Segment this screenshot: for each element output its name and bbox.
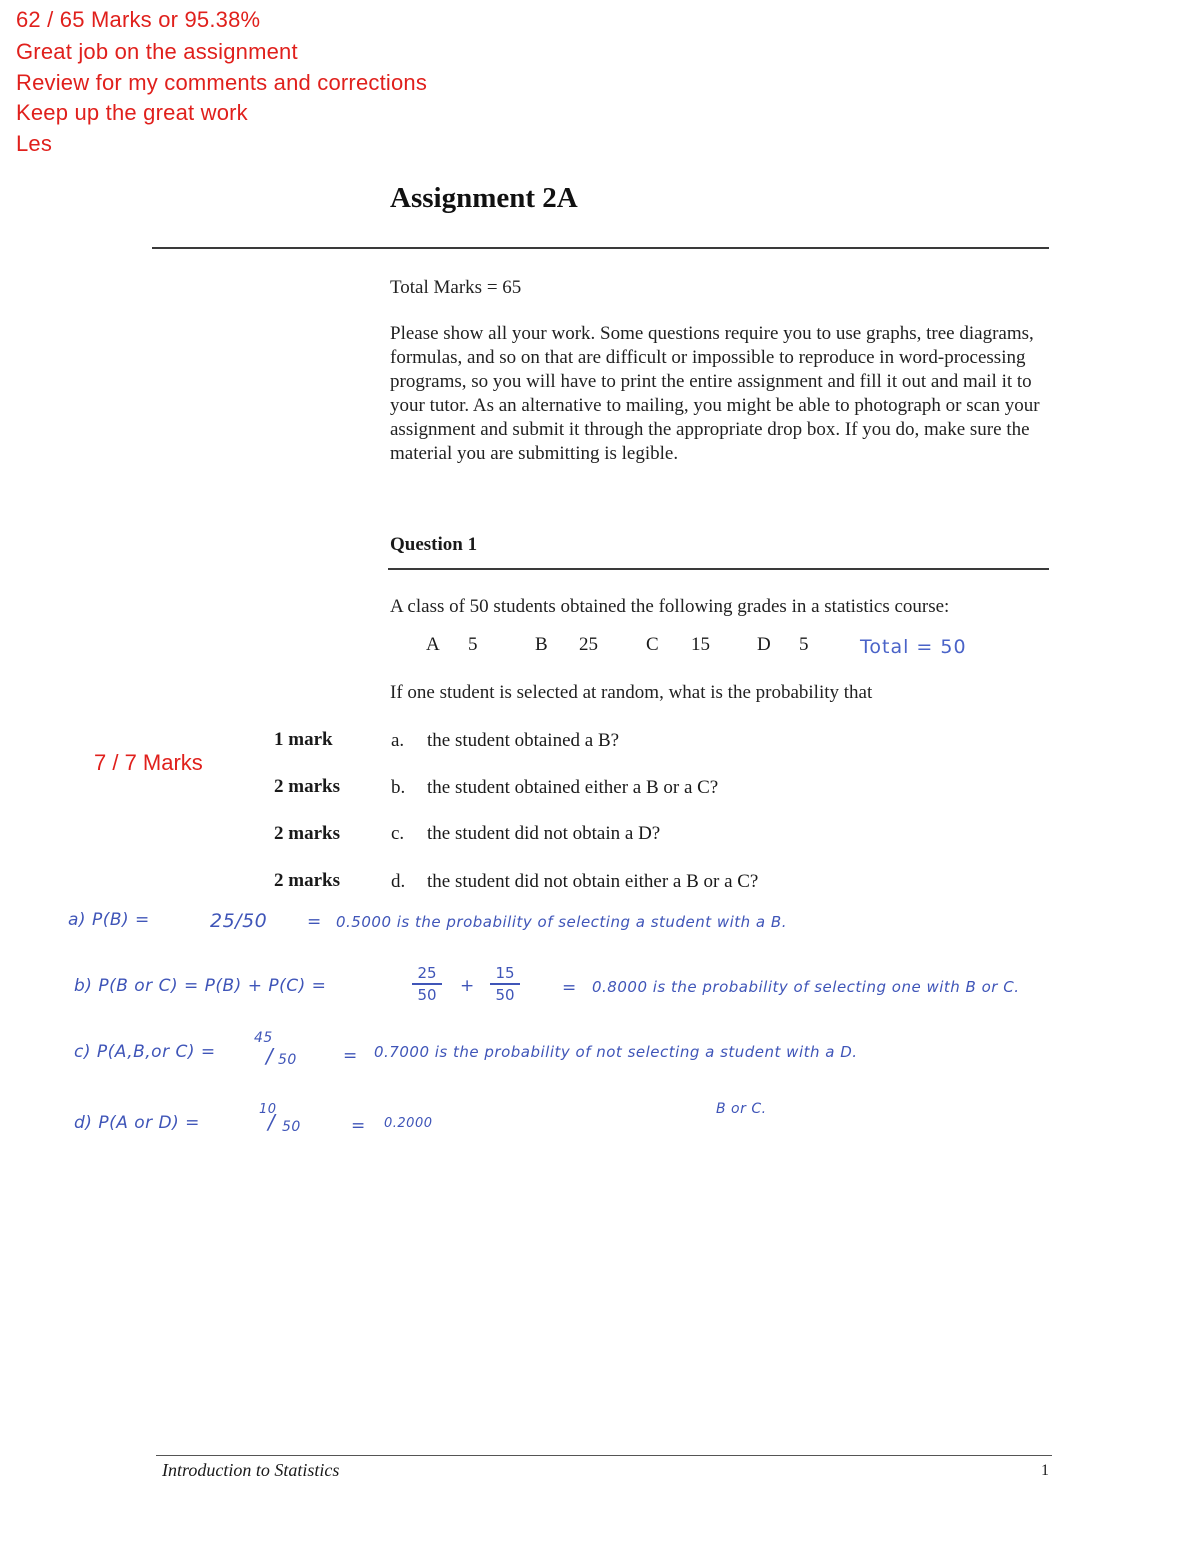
- answer-b-equals: =: [562, 978, 577, 998]
- part-text: the student obtained either a B or a C?: [427, 777, 719, 798]
- part-marks: 2 marks: [274, 776, 340, 797]
- grade-count: 5: [799, 634, 809, 655]
- question-heading: Question 1: [390, 534, 478, 555]
- answer-d-equals: =: [351, 1116, 366, 1136]
- answer-a-equals: =: [307, 912, 322, 932]
- part-text: the student obtained a B?: [427, 730, 620, 751]
- part-letter: c.: [391, 823, 405, 844]
- answer-a-lhs: a) P(B) =: [68, 910, 150, 930]
- answer-c-denominator: 50: [278, 1052, 297, 1068]
- part-letter: b.: [391, 777, 406, 798]
- fraction-numerator: 25: [417, 964, 437, 982]
- encouragement-comment: Keep up the great work: [16, 100, 248, 125]
- total-marks: Total Marks = 65: [390, 277, 522, 298]
- fraction-slash-icon: /: [268, 1110, 276, 1134]
- grade-letter: C: [646, 634, 659, 655]
- fraction-numerator: 15: [495, 964, 515, 982]
- question-divider: [388, 568, 1049, 570]
- footer-course-title: Introduction to Statistics: [162, 1460, 340, 1480]
- title-divider: [152, 247, 1049, 249]
- page-title: Assignment 2A: [390, 182, 578, 214]
- tutor-signature: Les: [16, 131, 53, 156]
- grade-count: 25: [579, 634, 598, 655]
- part-text: the student did not obtain either a B or a C?: [427, 871, 759, 892]
- answer-b-lhs: b) P(B or C) = P(B) + P(C) =: [74, 976, 327, 996]
- part-marks: 2 marks: [274, 823, 340, 844]
- part-marks: 1 mark: [274, 729, 333, 750]
- part-letter: d.: [391, 871, 406, 892]
- answer-d-result: 0.2000: [384, 1116, 433, 1131]
- answer-b-fraction-2: [490, 964, 520, 1004]
- answer-c-equals: =: [343, 1046, 358, 1066]
- answer-b-fraction-1: [412, 964, 442, 1004]
- answer-b-plus: +: [460, 976, 475, 996]
- grade-letter: D: [757, 634, 771, 655]
- answer-c-numerator: 45: [254, 1030, 273, 1046]
- grade-letter: A: [426, 634, 440, 655]
- answer-d-lhs: d) P(A or D) =: [74, 1113, 200, 1133]
- fraction-bar: [412, 983, 442, 985]
- question-intro: A class of 50 students obtained the following grades in a statistics course:: [390, 596, 950, 617]
- part-text: the student did not obtain a D?: [427, 823, 661, 844]
- answer-c-result: 0.7000 is the probability of not selecting a student with a D.: [374, 1043, 858, 1061]
- answer-d-note: B or C.: [716, 1101, 767, 1117]
- fraction-slash-icon: /: [266, 1044, 274, 1068]
- question-prompt: If one student is selected at random, what is the probability that: [390, 682, 873, 703]
- fraction-denominator: 50: [495, 985, 515, 1004]
- part-marks: 2 marks: [274, 870, 340, 891]
- score-comment: 62 / 65 Marks or 95.38%: [16, 7, 261, 32]
- answer-a-result: 0.5000 is the probability of selecting a student with a B.: [336, 913, 787, 931]
- answer-c-lhs: c) P(A,B,or C) =: [74, 1042, 216, 1062]
- handwritten-total: Total = 50: [860, 636, 967, 658]
- fraction-denominator: 50: [417, 985, 437, 1004]
- fraction-bar: [490, 983, 520, 985]
- review-comment: Review for my comments and corrections: [16, 70, 428, 95]
- answer-d-denominator: 50: [282, 1119, 301, 1135]
- answer-a-fraction: 25/50: [210, 910, 268, 932]
- grade-letter: B: [535, 634, 548, 655]
- answer-b-result: 0.8000 is the probability of selecting one with B or C.: [592, 978, 1020, 996]
- part-letter: a.: [391, 730, 405, 751]
- grade-count: 5: [468, 634, 478, 655]
- question-score: 7 / 7 Marks: [94, 750, 203, 775]
- praise-comment: Great job on the assignment: [16, 39, 298, 64]
- footer-divider: [156, 1455, 1052, 1456]
- instructions-paragraph: Please show all your work. Some questions require you to use graphs, tree diagrams, formulas, and so on that are difficult or impossible to reproduce in word-processing programs, so you will have to print the entire assignment and fill it out and mail it to your tutor. As an alternative to mailing, you might be able to photograph or scan your assignment and submit it through the appropriate drop box. If you do, make sure the material you are submitting is legible.: [390, 323, 1040, 464]
- page-number: 1: [1041, 1462, 1049, 1479]
- answer-d-numerator: 10: [259, 1102, 277, 1117]
- grade-count: 15: [691, 634, 710, 655]
